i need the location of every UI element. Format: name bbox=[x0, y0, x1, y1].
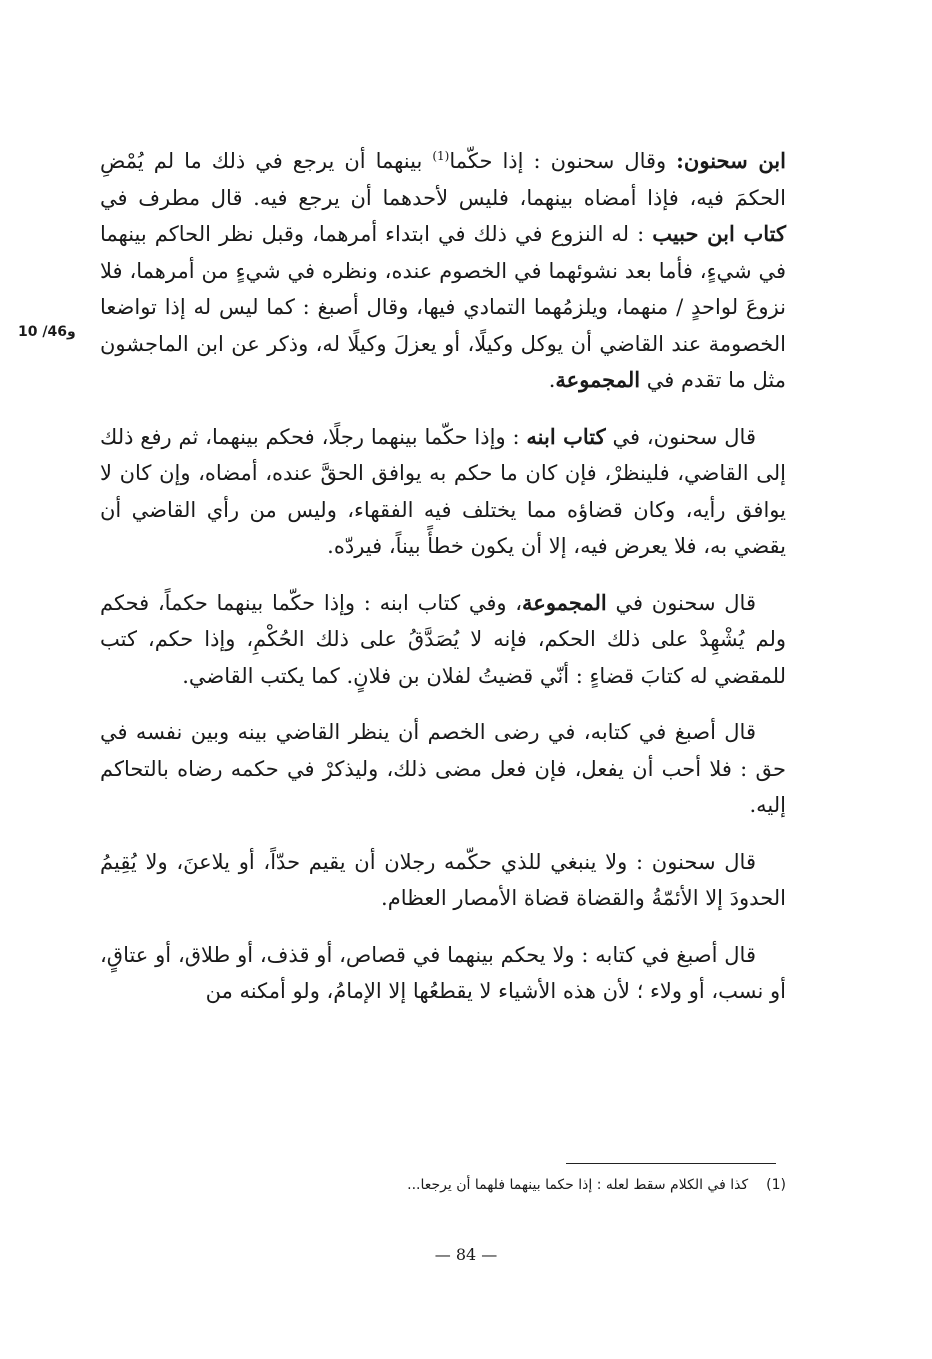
paragraph-text: قال سحنون : ولا ينبغي للذي حكّمه رجلان أن يقيم حدّاً، أو يلاعنَ، ولا يُقِيمُ الحدودَ إلا الأئمّةُ والقضاة قضاة الأمصار العظام. bbox=[100, 849, 786, 910]
footnote-divider bbox=[566, 1163, 776, 1164]
book-title: المجموعة bbox=[555, 367, 641, 392]
footnote-text: كذا في الكلام سقط لعله : إذا حكما بينهما فلهما أن يرجعا... bbox=[407, 1177, 749, 1193]
book-title: كتاب ابنه bbox=[526, 423, 606, 449]
paragraph-6 bbox=[100, 937, 786, 1010]
footnote bbox=[300, 1177, 786, 1193]
paragraph-1 bbox=[100, 143, 786, 399]
paragraph-5 bbox=[100, 844, 786, 917]
paragraph-2 bbox=[100, 419, 786, 565]
paragraph-text: ، وفي كتاب ابنه : وإذا حكّما بينهما حكماً، فحكم ولم يُشْهِدْ على ذلك الحكم، فإنه لا يُصَدَّقُ على ذلك الحُكْمِ، وإذا حكم، كتب للمقضي له كتابَ قضاءٍ : أنّي قضيتُ لفلان بن فلانٍ. كما يكتب القاضي. bbox=[100, 590, 786, 688]
paragraph-lead: ابن سحنون: bbox=[676, 148, 786, 173]
book-title: كتاب ابن حبيب bbox=[652, 221, 786, 246]
page-number: — 84 — bbox=[434, 1245, 498, 1264]
footnote-number: (1) bbox=[766, 1177, 786, 1193]
paragraph-text: . bbox=[548, 368, 556, 392]
paragraph-text: قال سحنون، في bbox=[605, 424, 756, 449]
paragraph-3 bbox=[100, 585, 786, 695]
main-text bbox=[100, 143, 786, 1030]
book-title: المجموعة bbox=[522, 589, 607, 615]
footnote-marker: (1) bbox=[432, 149, 450, 163]
margin-reference: و46/ 10 bbox=[18, 324, 76, 340]
paragraph-text: : وإذا حكّما بينهما رجلًا، فحكم بينهما، ثم رفع ذلك إلى القاضي، فلينظرْ، فإن كان ما حكم به يوافق الحقَّ عنده، أمضاه، وإن كان لا يوافق رأيه، وكان قضاؤه مما يختلف فيه الفقهاء، وليس من رأي القاضي أن يقضي به، فلا يعرض فيه، إلا أن يكون خطأً بيناً، فيردّه. bbox=[100, 424, 786, 558]
paragraph-text: قال سحنون في bbox=[606, 590, 756, 615]
paragraph-text: قال أصبغ في كتابه : ولا يحكم بينهما في قصاص، أو قذف، أو طلاق، أو عتاقٍ، أو نسب، أو ولاء ؛ لأن هذه الأشياء لا يقطعُها إلا الإمامُ، ولو أمكنه من bbox=[100, 942, 786, 1003]
paragraph-4 bbox=[100, 714, 786, 824]
paragraph-text: بينهما أن يرجع في ذلك ما لم يُمْضِ الحكمَ فيه، فإذا أمضاه بينهما، فليس لأحدهما أن يرجع فيه. قال مطرف في bbox=[100, 149, 786, 210]
paragraph-text: قال أصبغ في كتابه، في رضى الخصم أن ينظر القاضي بينه وبين نفسه في حق : فلا أحب أن يفعل، فإن فعل مضى ذلك، وليذكرْ في حكمه رضاه بالتحاكم إليه. bbox=[100, 720, 786, 817]
paragraph-text: : له النزوع في ذلك في ابتداء أمرهما، وقبل نظر الحاكم بينهما في شيءٍ، فأما بعد نشوئهما في الخصوم عنده، ونظره في شيءٍ من أمرهما، فلا نزوعَ لواحدٍ / منهما، ويلزمُهما التمادي فيها، وقال أصبغ : كما ليس له إذا تواضعا الخصومة عند القاضي أن يوكل وكيلًا، أو يعزلَ وكيلًا له، وذكر عن ابن الماجشون مثل ما تقدم في bbox=[100, 222, 786, 392]
paragraph-text: وقال سحنون : إذا حكّما bbox=[449, 149, 677, 173]
